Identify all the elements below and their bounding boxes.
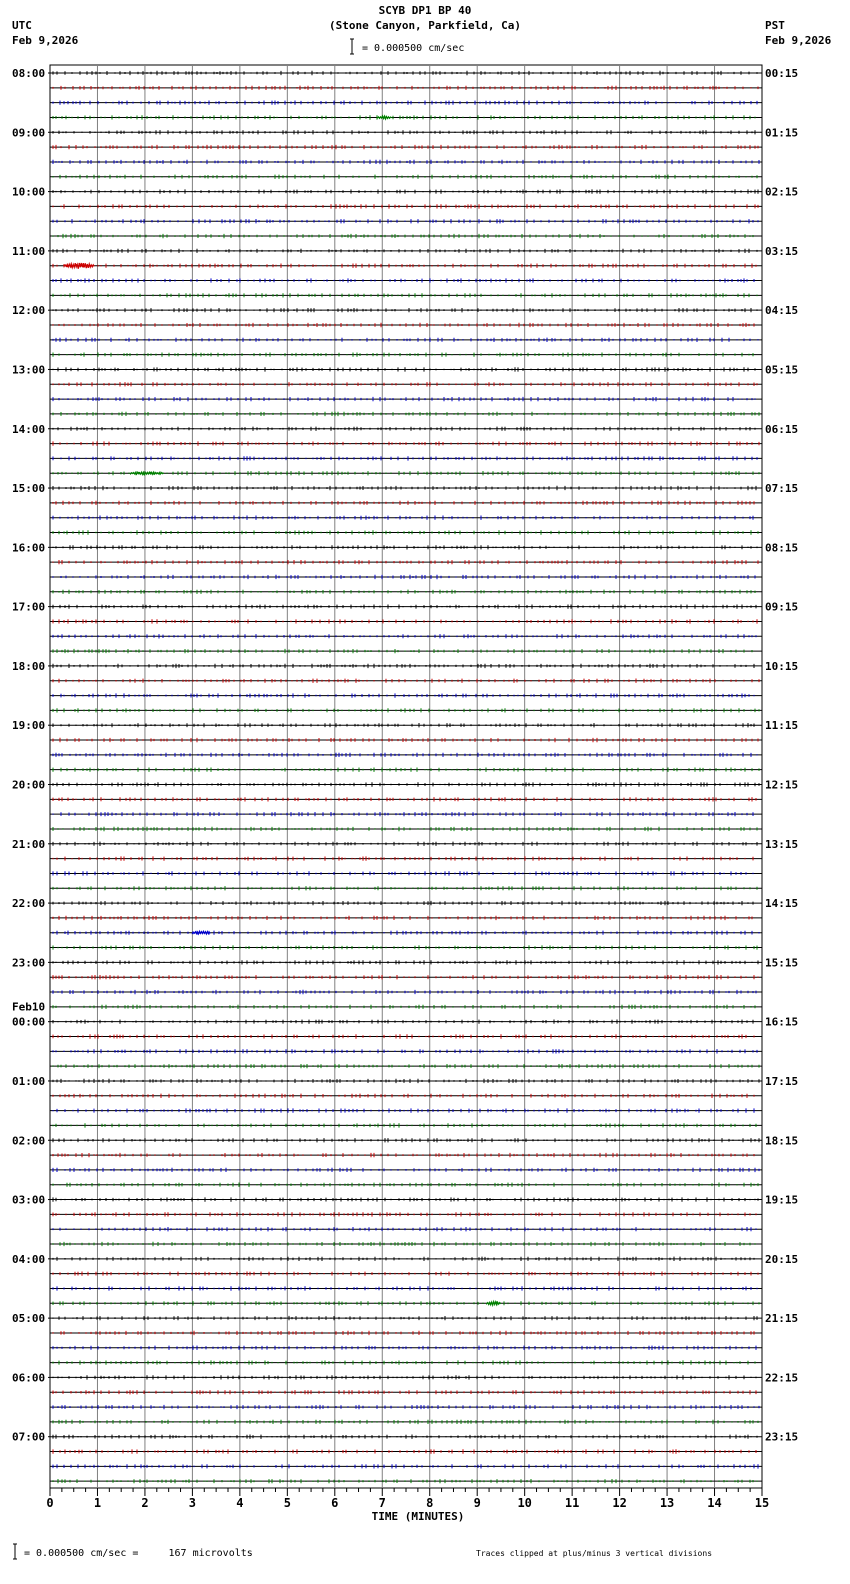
x-tick-label: 7 bbox=[378, 1496, 386, 1510]
x-axis-label: TIME (MINUTES) bbox=[371, 1510, 465, 1523]
utc-time-label: 02:00 bbox=[12, 1134, 46, 1148]
x-tick-label: 15 bbox=[754, 1496, 770, 1510]
pst-time-label: 14:15 bbox=[765, 897, 799, 911]
x-tick-label: 12 bbox=[612, 1496, 627, 1510]
x-tick-label: 3 bbox=[188, 1496, 197, 1510]
utc-time-label: 06:00 bbox=[12, 1371, 46, 1385]
right-date: Feb 9,2026 bbox=[765, 34, 832, 47]
pst-time-label: 10:15 bbox=[765, 659, 799, 673]
utc-time-label: 03:00 bbox=[12, 1193, 46, 1207]
pst-time-label: 13:15 bbox=[765, 837, 799, 851]
event-waveform bbox=[64, 263, 94, 269]
x-tick-label: 8 bbox=[426, 1496, 434, 1510]
utc-time-label: 14:00 bbox=[12, 422, 46, 436]
utc-time-label: 17:00 bbox=[12, 600, 46, 614]
pst-time-label: 02:15 bbox=[765, 185, 799, 199]
utc-time-label: 10:00 bbox=[12, 185, 46, 199]
pst-time-label: 15:15 bbox=[765, 956, 799, 970]
pst-time-label: 17:15 bbox=[765, 1074, 799, 1088]
pst-time-label: 08:15 bbox=[765, 541, 799, 555]
pst-time-label: 20:15 bbox=[765, 1252, 799, 1266]
utc-time-label: 20:00 bbox=[12, 778, 46, 792]
utc-time-label: 19:00 bbox=[12, 719, 46, 733]
utc-time-label: 23:00 bbox=[12, 956, 46, 970]
pst-time-label: 18:15 bbox=[765, 1134, 799, 1148]
right-timezone: PST bbox=[765, 19, 785, 32]
scale-label: = 0.000500 cm/sec bbox=[362, 43, 465, 54]
utc-time-label: 18:00 bbox=[12, 659, 46, 673]
utc-time-label: 09:00 bbox=[12, 126, 46, 140]
pst-time-label: 11:15 bbox=[765, 719, 799, 733]
event-waveform bbox=[192, 931, 210, 934]
utc-time-label: 22:00 bbox=[12, 897, 46, 911]
pst-time-label: 09:15 bbox=[765, 600, 799, 614]
x-tick-label: 4 bbox=[236, 1496, 244, 1510]
utc-time-label: 15:00 bbox=[12, 482, 46, 496]
plot-frame bbox=[50, 65, 762, 1488]
chart-title: SCYB DP1 BP 40 bbox=[378, 4, 472, 17]
footer-scale-label: = 0.000500 cm/sec = 167 microvolts bbox=[24, 1548, 253, 1559]
x-tick-label: 1 bbox=[93, 1496, 102, 1510]
pst-time-label: 00:15 bbox=[765, 67, 799, 80]
pst-time-label: 04:15 bbox=[765, 304, 799, 318]
x-tick-label: 2 bbox=[141, 1496, 149, 1510]
left-timezone: UTC bbox=[12, 19, 32, 32]
pst-time-label: 05:15 bbox=[765, 363, 799, 377]
pst-time-label: 22:15 bbox=[765, 1371, 799, 1385]
pst-time-label: 01:15 bbox=[765, 126, 799, 140]
x-tick-label: 10 bbox=[517, 1496, 532, 1510]
x-tick-label: 11 bbox=[564, 1496, 580, 1510]
x-tick-label: 14 bbox=[707, 1496, 722, 1510]
date-change-label: Feb10 bbox=[12, 1000, 46, 1014]
pst-time-label: 21:15 bbox=[765, 1312, 799, 1326]
utc-time-label: 13:00 bbox=[12, 363, 46, 377]
clip-note: Traces clipped at plus/minus 3 vertical divisions bbox=[476, 1549, 713, 1558]
utc-time-label: 21:00 bbox=[12, 837, 46, 851]
utc-time-label: 07:00 bbox=[12, 1430, 46, 1444]
pst-time-label: 23:15 bbox=[765, 1430, 799, 1444]
utc-time-label: 08:00 bbox=[12, 67, 46, 80]
chart-subtitle: (Stone Canyon, Parkfield, Ca) bbox=[328, 19, 522, 32]
pst-time-label: 03:15 bbox=[765, 244, 799, 258]
pst-time-label: 06:15 bbox=[765, 422, 799, 436]
utc-time-label: 16:00 bbox=[12, 541, 46, 555]
trace-noise bbox=[53, 960, 758, 964]
x-tick-label: 9 bbox=[473, 1496, 481, 1510]
x-tick-label: 13 bbox=[659, 1496, 675, 1510]
utc-time-label: 12:00 bbox=[12, 304, 46, 318]
utc-time-label: 00:00 bbox=[12, 1015, 46, 1029]
utc-time-label: 05:00 bbox=[12, 1312, 46, 1326]
pst-time-label: 16:15 bbox=[765, 1015, 799, 1029]
event-waveform bbox=[487, 1302, 501, 1306]
left-date: Feb 9,2026 bbox=[12, 34, 79, 47]
pst-time-label: 07:15 bbox=[765, 482, 799, 496]
utc-time-label: 11:00 bbox=[12, 244, 46, 258]
utc-time-label: 04:00 bbox=[12, 1252, 46, 1266]
utc-time-label: 01:00 bbox=[12, 1074, 46, 1088]
pst-time-label: 19:15 bbox=[765, 1193, 799, 1207]
x-tick-label: 0 bbox=[46, 1496, 54, 1510]
pst-time-label: 12:15 bbox=[765, 778, 799, 792]
x-tick-label: 5 bbox=[283, 1496, 291, 1510]
x-tick-label: 6 bbox=[331, 1496, 339, 1510]
